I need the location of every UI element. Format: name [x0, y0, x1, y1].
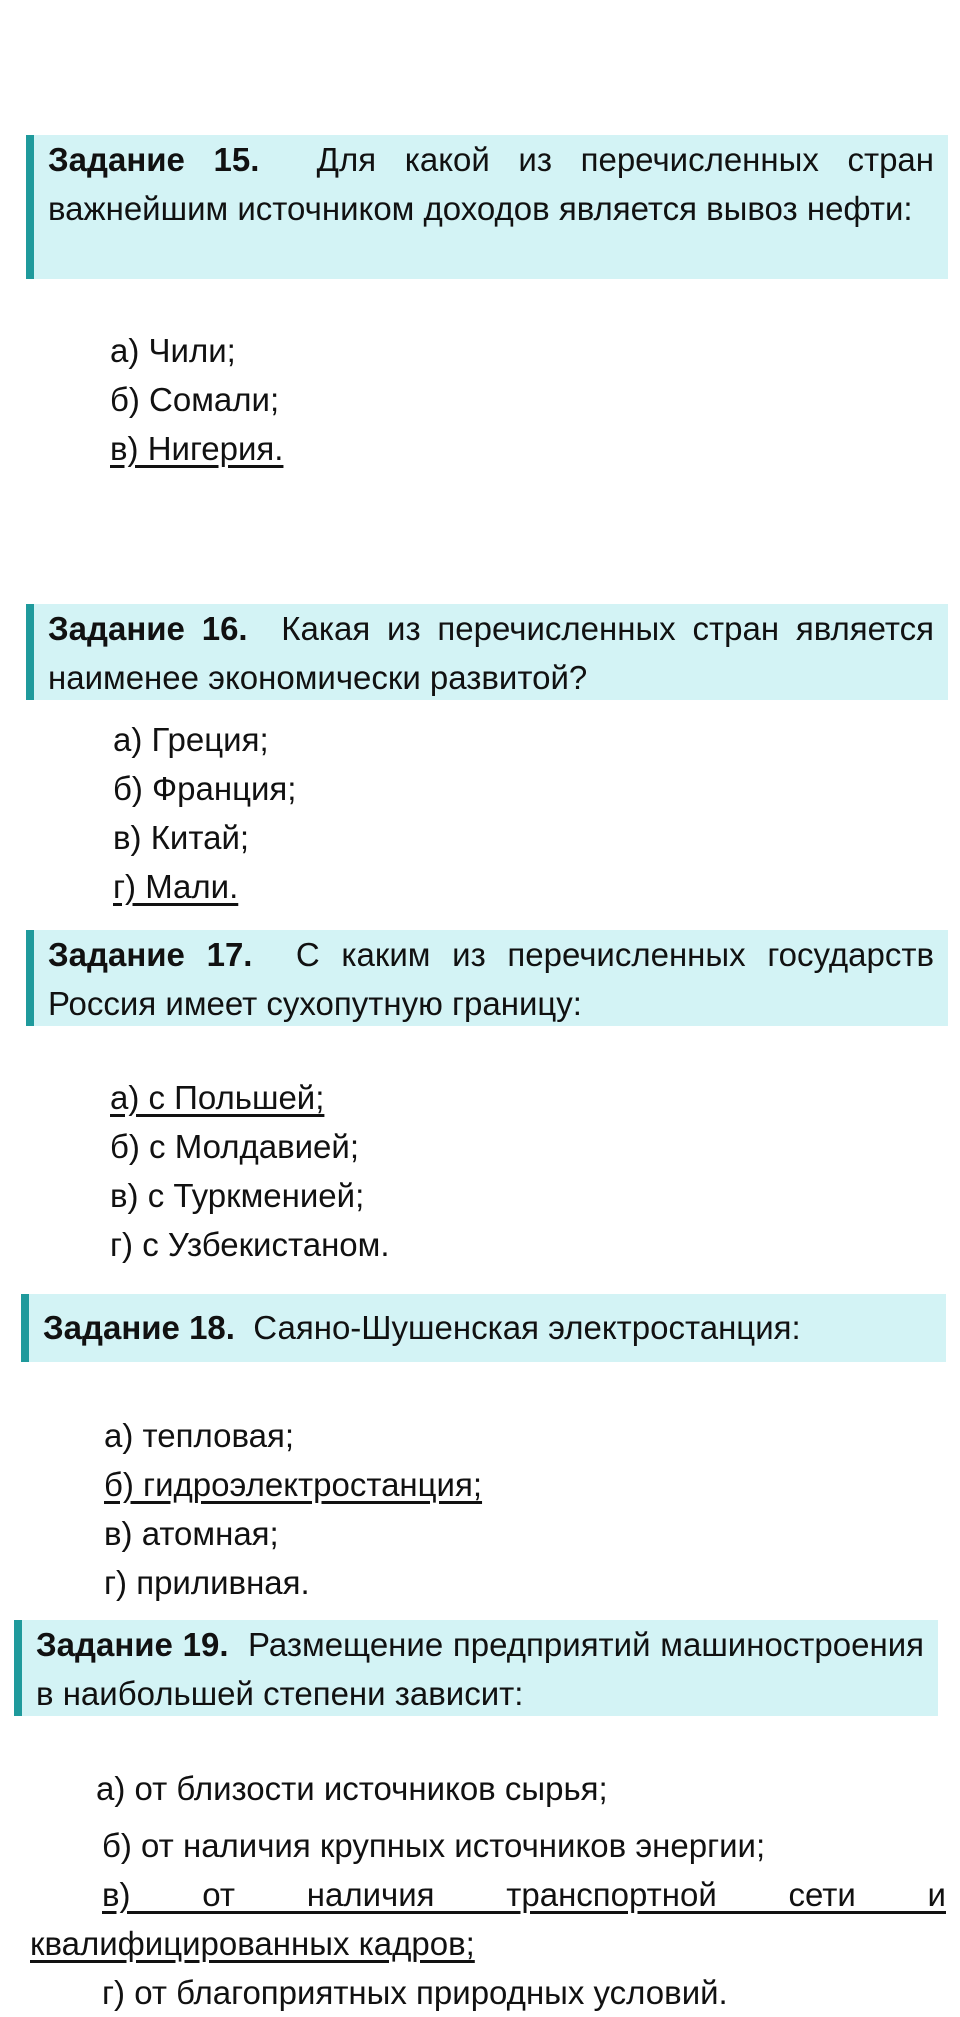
task-19-option-a: а) от близости источников сырья; — [96, 1770, 608, 1807]
task-18-option-b-answer: б) гидроэлектростанция; — [104, 1466, 483, 1503]
task-17-option-a-answer: а) с Польшей; — [110, 1079, 325, 1116]
task-19-option-c-line-1: в) от наличия транспортной сети и — [102, 1876, 946, 1913]
task-16-option-c: в) Китай; — [113, 819, 250, 856]
task-19-text: Размещение предприятий машиностроения в наибольшей степени зависит: — [36, 1626, 924, 1712]
task-18-option-a: а) тепловая; — [104, 1417, 295, 1454]
task-18-text: Саяно-Шушенская электростанция: — [253, 1309, 801, 1346]
task-19-option-c-answer — [30, 1870, 946, 1968]
task-19-option-b: б) от наличия крупных источников энергии; — [102, 1827, 766, 1864]
task-17-option-d: г) с Узбекистаном. — [110, 1226, 390, 1263]
task-17-options — [110, 1073, 390, 1269]
task-17-option-c: в) с Туркменией; — [110, 1177, 365, 1214]
task-18-option-c: в) атомная; — [104, 1515, 279, 1552]
task-19-option-d: г) от благоприятных природных условий. — [102, 1974, 728, 2011]
task-18-box — [21, 1294, 946, 1362]
task-18-option-d: г) приливная. — [104, 1564, 310, 1601]
task-17-option-b: б) с Молдавией; — [110, 1128, 359, 1165]
task-15-option-c-answer: в) Нигерия. — [110, 430, 284, 467]
task-19-number: Задание 19. — [36, 1626, 229, 1663]
task-16-options — [113, 715, 296, 911]
task-19-option-d-wrap — [102, 1968, 728, 2017]
task-17-text: С каким из перечисленных государств Россия имеет сухопутную границу: — [48, 936, 934, 1022]
task-16-option-b: б) Франция; — [113, 770, 297, 807]
task-16-option-a: а) Греция; — [113, 721, 269, 758]
task-17-number: Задание 17. — [48, 936, 253, 973]
task-15-option-a: а) Чили; — [110, 332, 236, 369]
task-18-number: Задание 18. — [43, 1309, 235, 1346]
task-19-option-a-wrap — [96, 1764, 608, 1813]
task-15-text: Для какой из перечисленных стран важнейшим источником доходов является вывоз нефти: — [48, 141, 934, 227]
task-17-box — [26, 930, 948, 1026]
task-19-option-b-wrap — [102, 1821, 765, 1870]
task-19-box — [14, 1620, 938, 1716]
task-16-number: Задание 16. — [48, 610, 248, 647]
task-16-option-d-answer: г) Мали. — [113, 868, 239, 905]
task-15-box — [26, 135, 948, 279]
task-16-text: Какая из перечисленных стран является наименее экономически развитой? — [48, 610, 934, 696]
task-15-option-b: б) Сомали; — [110, 381, 280, 418]
task-15-options — [110, 326, 283, 473]
task-18-options — [104, 1411, 482, 1607]
task-19-option-c-line-2: квалифицированных кадров; — [30, 1925, 475, 1962]
task-15-number: Задание 15. — [48, 141, 260, 178]
task-16-box — [26, 604, 948, 700]
